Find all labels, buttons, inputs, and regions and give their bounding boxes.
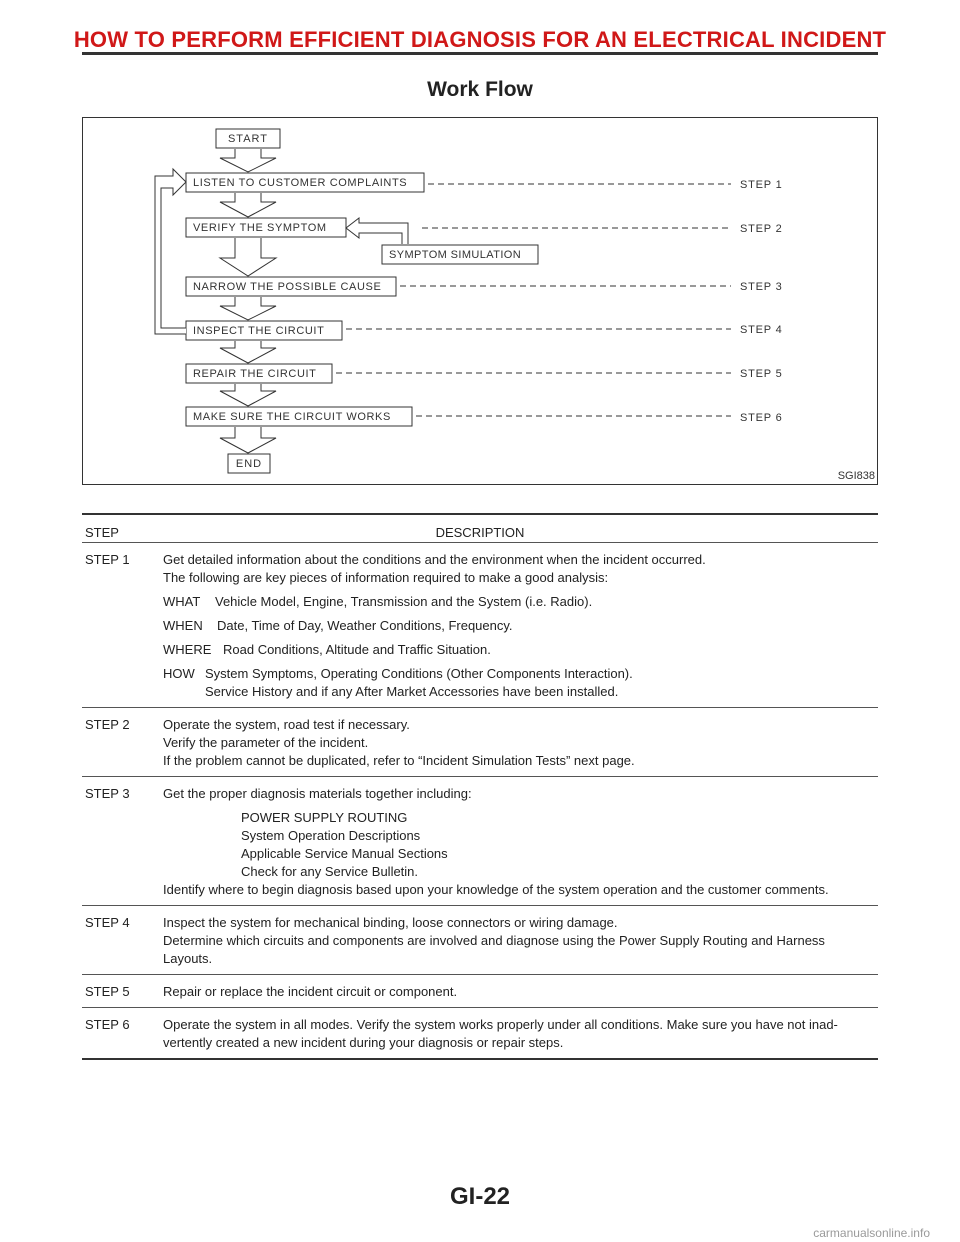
desc-line: vertently created a new incident during your diagnosis or repair steps. bbox=[163, 1035, 564, 1050]
info-key: WHEN bbox=[163, 618, 203, 633]
desc-line: Operate the system in all modes. Verify the system works properly under all conditions. Make sure you have not inad- bbox=[163, 1017, 838, 1032]
desc-line: If the problem cannot be duplicated, refer to “Incident Simulation Tests” next page. bbox=[163, 753, 635, 768]
page-header bbox=[0, 0, 960, 60]
desc-line: Inspect the system for mechanical binding, loose connectors or wiring damage. bbox=[163, 915, 618, 930]
table-row-step4 bbox=[82, 906, 878, 974]
box-verify-label: VERIFY THE SYMPTOM bbox=[193, 222, 327, 234]
info-value-line: System Symptoms, Operating Conditions (Other Components Interaction). bbox=[205, 666, 633, 681]
step-label-5: STEP 5 bbox=[740, 368, 783, 380]
info-value bbox=[205, 665, 633, 701]
step-description-table bbox=[82, 513, 878, 1060]
box-inspect-label: INSPECT THE CIRCUIT bbox=[193, 325, 325, 337]
table-bottom-rule bbox=[82, 1058, 878, 1060]
info-when bbox=[163, 617, 878, 635]
list-item: POWER SUPPLY ROUTING bbox=[241, 810, 408, 825]
row-step-label: STEP 3 bbox=[85, 786, 130, 801]
desc-line: Operate the system, road test if necessary. bbox=[163, 717, 410, 732]
info-how bbox=[163, 665, 878, 701]
row-step-label: STEP 4 bbox=[85, 915, 130, 930]
info-value: Vehicle Model, Engine, Transmission and the System (i.e. Radio). bbox=[215, 594, 593, 609]
info-value: Date, Time of Day, Weather Conditions, Frequency. bbox=[217, 618, 513, 633]
work-flow-diagram bbox=[82, 117, 878, 485]
info-key: WHAT bbox=[163, 594, 201, 609]
box-repair-label: REPAIR THE CIRCUIT bbox=[193, 368, 317, 380]
section-title: Work Flow bbox=[427, 78, 533, 101]
figure-ref-code: SGI838 bbox=[837, 470, 875, 482]
step-label-1: STEP 1 bbox=[740, 179, 783, 191]
row-description bbox=[163, 551, 878, 701]
table-header bbox=[82, 515, 878, 542]
row-step-label: STEP 5 bbox=[85, 984, 130, 999]
info-where bbox=[163, 641, 878, 659]
step-label-2: STEP 2 bbox=[740, 223, 783, 235]
row-description bbox=[163, 983, 878, 1001]
list-item: Check for any Service Bulletin. bbox=[241, 864, 419, 879]
row-description bbox=[163, 914, 878, 968]
watermark: carmanualsonline.info bbox=[813, 1226, 930, 1240]
box-narrow-label: NARROW THE POSSIBLE CAUSE bbox=[193, 281, 382, 293]
box-simulation-label: SYMPTOM SIMULATION bbox=[389, 249, 522, 261]
table-row-step3 bbox=[82, 777, 878, 905]
page-number: GI-22 bbox=[449, 1183, 511, 1210]
box-make-sure-label: MAKE SURE THE CIRCUIT WORKS bbox=[193, 411, 391, 423]
step-label-3: STEP 3 bbox=[740, 281, 783, 293]
materials-list bbox=[241, 809, 878, 881]
row-description bbox=[163, 1016, 878, 1052]
step-label-4: STEP 4 bbox=[740, 324, 783, 336]
header-rule bbox=[82, 52, 878, 55]
list-item: System Operation Descriptions bbox=[241, 828, 421, 843]
table-row-step6 bbox=[82, 1008, 878, 1058]
desc-line: The following are key pieces of information required to make a good analysis: bbox=[163, 570, 609, 585]
desc-line: Verify the parameter of the incident. bbox=[163, 735, 369, 750]
desc-line: Identify where to begin diagnosis based upon your knowledge of the system operation and the customer comments. bbox=[163, 882, 829, 897]
row-description bbox=[163, 785, 878, 899]
header-title: HOW TO PERFORM EFFICIENT DIAGNOSIS FOR AN ELECTRICAL INCIDENT bbox=[73, 27, 887, 52]
desc-line: Determine which circuits and components are involved and diagnose using the Power Supply Routing and Harness bbox=[163, 933, 825, 948]
info-value: Road Conditions, Altitude and Traffic Situation. bbox=[223, 642, 491, 657]
row-step-label: STEP 6 bbox=[85, 1017, 130, 1032]
table-row-step2 bbox=[82, 708, 878, 776]
box-end-label: END bbox=[235, 458, 263, 470]
row-step-label: STEP 2 bbox=[85, 717, 130, 732]
desc-line: Repair or replace the incident circuit or component. bbox=[163, 984, 458, 999]
step-leaders bbox=[336, 184, 731, 416]
desc-line: Layouts. bbox=[163, 951, 213, 966]
row-description bbox=[163, 716, 878, 770]
box-listen-label: LISTEN TO CUSTOMER COMPLAINTS bbox=[193, 177, 408, 189]
header-description: DESCRIPTION bbox=[435, 525, 525, 540]
header-step: STEP bbox=[85, 525, 119, 540]
info-value-line: Service History and if any After Market Accessories have been installed. bbox=[205, 684, 619, 699]
table-row-step1 bbox=[82, 543, 878, 707]
table-row-step5 bbox=[82, 975, 878, 1007]
box-start-label: START bbox=[227, 133, 269, 145]
row-step-label: STEP 1 bbox=[85, 552, 130, 567]
info-key: HOW bbox=[163, 666, 195, 681]
info-key: WHERE bbox=[163, 642, 212, 657]
step-label-6: STEP 6 bbox=[740, 412, 783, 424]
list-item: Applicable Service Manual Sections bbox=[241, 846, 448, 861]
info-what bbox=[163, 593, 878, 611]
desc-line: Get the proper diagnosis materials together including: bbox=[163, 786, 472, 801]
desc-line: Get detailed information about the conditions and the environment when the incident occurred. bbox=[163, 552, 706, 567]
